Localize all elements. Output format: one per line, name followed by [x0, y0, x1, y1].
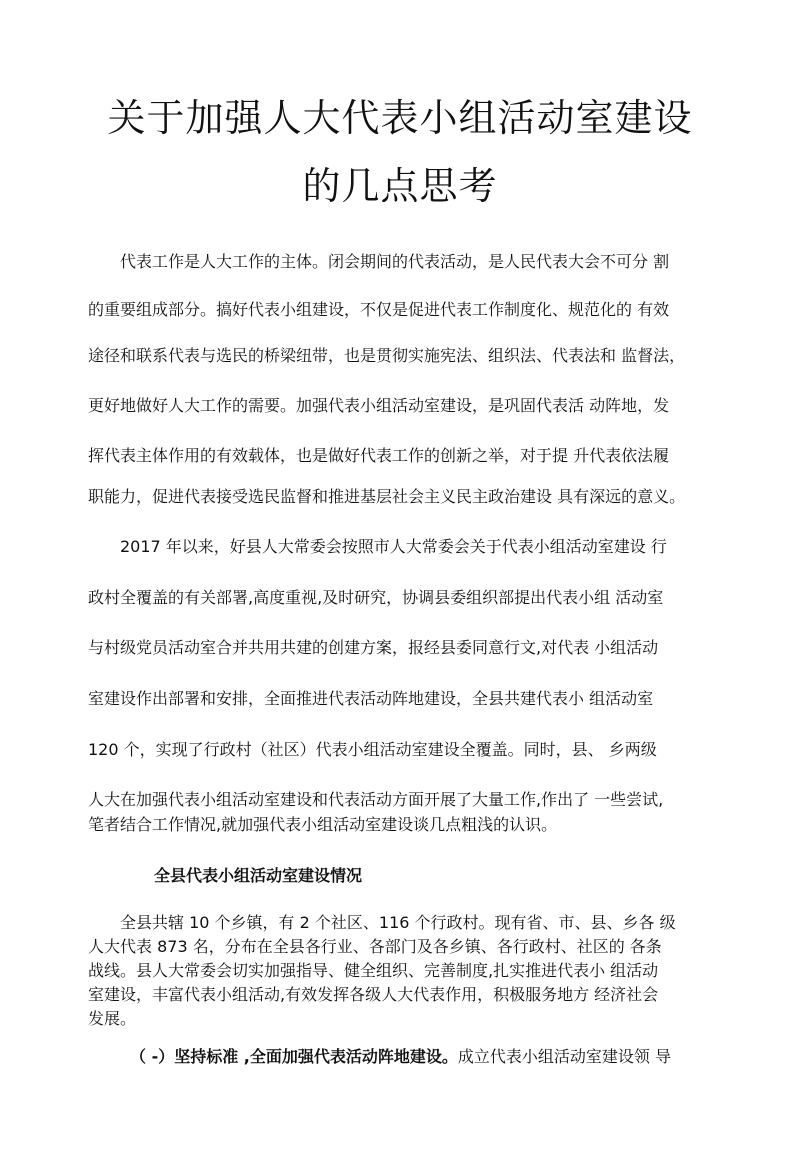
text-line: 战线。县人大常委会切实加强指导、健全组织、完善制度,扎实推进代表小 组活动: [88, 961, 659, 980]
text-line: 政村全覆盖的有关部署,高度重视,及时研究，协调县委组织部提出代表小组 活动室: [88, 588, 664, 607]
text-line: 120 个，实现了行政村（社区）代表小组活动室建设全覆盖。同时，县、 乡两级: [88, 740, 657, 759]
text-line: 2017 年以来，好县人大常委会按照市人大常委会关于代表小组活动室建设 行: [120, 537, 667, 556]
title-line-1: 关于加强人大代表小组活动室建设: [107, 96, 693, 140]
text-line: 挥代表主体作用的有效载体，也是做好代表工作的创新之举，对于提 升代表依法履: [88, 446, 670, 465]
text-line: 室建设作出部署和安排，全面推进代表活动阵地建设，全县共建代表小 组活动室: [88, 689, 654, 708]
measure-heading: （ -）坚持标准 ,全面加强代表活动阵地建设。: [130, 1047, 458, 1066]
section-heading: 全县代表小组活动室建设情况: [154, 866, 363, 885]
text-line: 职能力，促进代表接受选民监督和推进基层社会主义民主政治建设 具有深远的意义。: [88, 487, 686, 506]
text-line: 代表工作是人大工作的主体。闭会期间的代表活动，是人民代表大会不可分 割: [120, 252, 670, 271]
measure-text: 成立代表小组活动室建设领 导: [457, 1047, 671, 1066]
text-line: 全县共辖 10 个乡镇，有 2 个社区、116 个行政村。现有省、市、县、乡各 级: [120, 913, 676, 932]
text-line: 的重要组成部分。搞好代表小组建设，不仅是促进代表工作制度化、规范化的 有效: [88, 300, 670, 319]
text-line: 人大代表 873 名，分布在全县各行业、各部门及各乡镇、各行政村、社区的 各条: [88, 937, 662, 956]
text-line: 与村级党员活动室合并共用共建的创建方案，报经县委同意行文,对代表 小组活动: [88, 638, 659, 657]
text-line: 笔者结合工作情况,就加强代表小组活动室建设谈几点粗浅的认识。: [88, 815, 558, 834]
text-line: 途径和联系代表与选民的桥梁纽带，也是贯彻实施宪法、组织法、代表法和 监督法，: [88, 346, 686, 365]
text-line: 室建设，丰富代表小组活动,有效发挥各级人大代表作用，积极服务地方 经济社会: [88, 985, 659, 1004]
text-line: 发展。: [88, 1009, 137, 1028]
title-line-2: 的几点思考: [302, 164, 498, 208]
text-line: 人大在加强代表小组活动室建设和代表活动方面开展了大量工作,作出了 一些尝试,: [88, 790, 664, 809]
text-line: 更好地做好人大工作的需要。加强代表小组活动室建设，是巩固代表活 动阵地，发: [88, 396, 670, 415]
paragraph-measures: [130, 1047, 800, 1067]
